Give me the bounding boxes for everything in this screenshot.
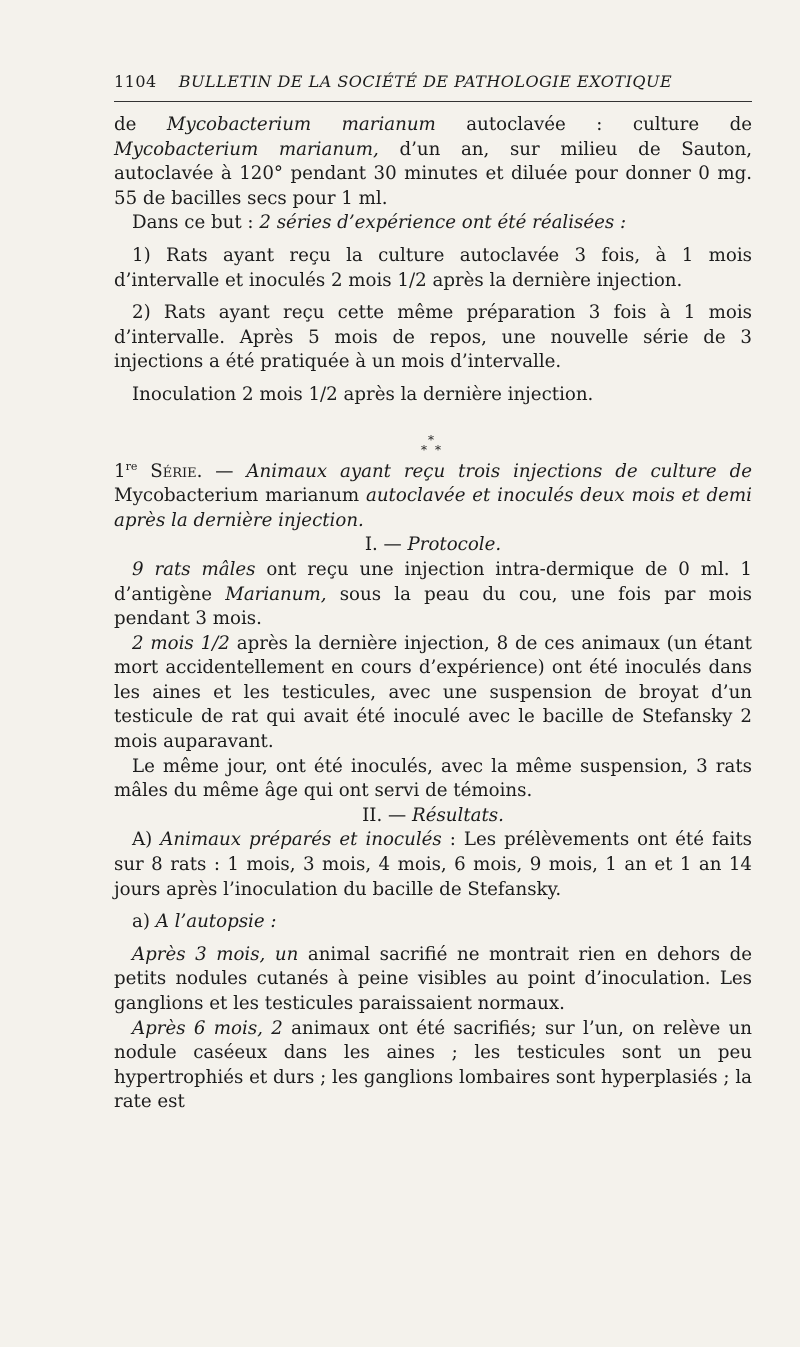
article-body <box>114 113 752 1115</box>
paragraph-six-months: Après 6 mois, 2 animaux ont été sacrifiés; sur l’un, on relève un nodule caséeux dans les aines ; les testicules sont un peu hypertrophiés et durs ; les ganglions lombaires sont hyperplasiés ; la rate est <box>114 1017 753 1113</box>
running-header <box>114 72 752 91</box>
paragraph-inoculation: Inoculation 2 mois 1/2 après la dernière injection. <box>132 383 594 405</box>
asterism-star: * <box>435 442 441 457</box>
paragraph-series-2: 2) Rats ayant reçu cette même préparation 3 fois à 1 mois d’intervalle. Après 5 mois de repos, une nouvelle série de 3 injections a été pratiquée à un mois d’intervalle. <box>114 302 752 373</box>
asterism <box>114 426 752 460</box>
asterism-star: * <box>428 432 434 447</box>
series-heading: 1re Série. — Animaux ayant reçu trois injections de culture de Mycobacterium marianum autoclavée et inoculés deux mois et demi après la dernière injection. <box>114 459 752 531</box>
paragraph-inoculated: 2 mois 1/2 après la dernière injection, 8 de ces animaux (un étant mort accidentellement en cours d’expérience) ont été inoculés dans les aines et les testicules, avec une suspension de broyat d’un testicule de rat qui avait été inoculé avec le bacille de Stefansky 2 mois auparavant. <box>114 632 752 753</box>
paragraph-prepared-animals: A) Animaux préparés et inoculés : Les prélèvements ont été faits sur 8 rats : 1 mois, 3 mois, 4 mois, 6 mois, 9 mois, 1 an et 1 an 14 jours après l’inoculation du bacille de Stefansky. <box>114 829 753 900</box>
paragraph-series-1: 1) Rats ayant reçu la culture autoclavée 3 fois, à 1 mois d’intervalle et inoculés 2 mois 1/2 après la dernière injection. <box>114 244 752 291</box>
page-number: 1104 <box>114 72 157 91</box>
paragraph-controls: Le même jour, ont été inoculés, avec la même suspension, 3 rats mâles du même âge qui ont servi de témoins. <box>114 755 752 802</box>
asterism-star: * <box>421 442 427 457</box>
paragraph-autopsy-heading: a) A l’autopsie : <box>132 911 277 933</box>
header-rule <box>114 101 752 102</box>
paragraph-rats: 9 rats mâles ont reçu une injection intra-dermique de 0 ml. 1 d’antigène Marianum, sous la peau du cou, une fois par mois pendant 3 mois. <box>114 558 753 630</box>
paragraph-antigen: de Mycobacterium marianum autoclavée : culture de Mycobacterium marianum, d’un an, sur milieu de Sauton, autoclavée à 120° pendant 30 minutes et diluée pour donner 0 mg. 55 de bacilles secs pour 1 ml. <box>114 114 753 209</box>
running-title: BULLETIN DE LA SOCIÉTÉ DE PATHOLOGIE EXOTIQUE <box>178 72 673 91</box>
paragraph-three-months: Après 3 mois, un animal sacrifié ne montrait rien en dehors de petits nodules cutanés à peine visibles au point d’inoculation. Les ganglions et les testicules paraissaient normaux. <box>114 943 752 1014</box>
section-heading-resultats: II. — Résultats. <box>362 804 504 826</box>
paragraph-series-intro: Dans ce but : 2 séries d’expérience ont été réalisées : <box>132 212 627 234</box>
section-heading-protocole: I. — Protocole. <box>364 534 502 556</box>
